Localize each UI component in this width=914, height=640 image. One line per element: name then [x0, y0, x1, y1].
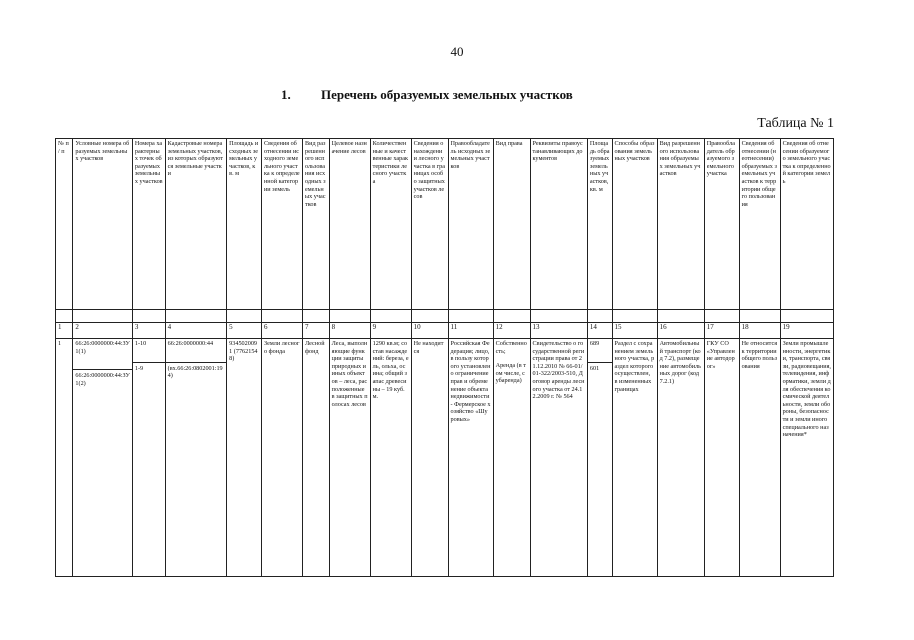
header-cell: Условные номера образуемых земельных участков	[73, 139, 132, 310]
table-caption: Таблица № 1	[757, 116, 834, 131]
cadastral-cell	[165, 339, 227, 577]
section-heading	[281, 87, 573, 103]
index-cell: 6	[262, 323, 303, 339]
right-type-1: Собственность;	[495, 340, 527, 355]
header-cell: Сведения о нахождении лесного участка в границах особо защитных участков лесов	[411, 139, 448, 310]
index-cell: 3	[132, 323, 165, 339]
index-cell: 14	[587, 323, 612, 339]
new-area-cell	[587, 339, 612, 577]
header-cell: Площадь образуемых земельных участков, кв. м	[587, 139, 612, 310]
new-area-1: 689	[589, 340, 600, 347]
documents-cell: Свидетельство о государственной регистрации права от 21.12.2010 № 66-01/01-322/2003-510, Договор аренды лесного участка от 24.12.2009 г. № 564	[530, 339, 587, 577]
header-cell: № п / п	[56, 139, 73, 310]
page-number: 40	[450, 44, 464, 59]
new-land-category-cell: Земли промышленности, энергетики, транспорта, связи, радиовещания, телевидения, информатики, земли для обеспечения космической деятельности, земли обороны, безопасности и земли иного специального назначения*	[780, 339, 833, 577]
header-row	[56, 139, 834, 310]
header-cell: Сведения об отнесении образуемого земельного участка к определенной категории земель	[780, 139, 833, 310]
index-cell: 2	[73, 323, 132, 339]
index-cell: 17	[704, 323, 739, 339]
index-cell: 16	[657, 323, 704, 339]
index-cell: 8	[329, 323, 370, 339]
index-cell: 5	[227, 323, 262, 339]
new-area-2: 601	[588, 362, 612, 373]
forest-purpose-cell: Леса, выполняющие функции защиты природных и иных объектов – леса, расположенные в защитных полосах лесов	[329, 339, 370, 577]
index-cell: 13	[530, 323, 587, 339]
new-owner-cell: ГКУ СО «Управление автодорог»	[704, 339, 739, 577]
header-cell: Номера характерных точек образуемых земельных участков	[132, 139, 165, 310]
owner-cell: Российская Федерация; лицо, в пользу которого установлено ограничение прав и обременение объекта недвижимости - Фермерское хозяйство «Шуровых»	[448, 339, 493, 577]
cadastral-number: 66:26:0000000:44	[167, 340, 214, 347]
header-cell: Вид права	[493, 139, 530, 310]
table-row	[56, 339, 834, 577]
header-cell: Целевое назначение лесов	[329, 139, 370, 310]
index-cell: 15	[612, 323, 657, 339]
header-cell: Вид разрешенного использования исходных земельных участков	[303, 139, 330, 310]
index-cell: 4	[165, 323, 227, 339]
cadastral-included: (вх.66:26:0802001:194)	[166, 362, 227, 380]
header-cell: Правообладатель исходных земельных участков	[448, 139, 493, 310]
points-1: 1-10	[134, 340, 147, 347]
header-cell: Правообладатель образуемого земельного участка	[704, 139, 739, 310]
header-cell: Количественные и качественные характеристики лесного участка	[370, 139, 411, 310]
permitted-use-cell: Лесной фонд	[303, 339, 330, 577]
header-cell: Способы образования земельных участков	[612, 139, 657, 310]
header-cell: Площадь исходных земельных участков, кв. м	[227, 139, 262, 310]
right-type-2: Аренда (в том числе, субаренда)	[495, 362, 526, 385]
formation-method-cell: Раздел с сохранением земельного участка, раздел которого осуществлен, в измененных границах	[612, 339, 657, 577]
index-cell: 18	[739, 323, 780, 339]
forest-characteristics-cell: 1290 кв.м; состав насаждений: береза, ель, ольха, осина; общий запас древесины – 19 куб.м.	[370, 339, 411, 577]
header-cell: Сведения об отнесении исходного земельного участка к определенной категории земель	[262, 139, 303, 310]
points-2: 1-9	[133, 362, 165, 373]
land-plots-table	[55, 138, 834, 577]
row-number-cell: 1	[56, 339, 73, 577]
index-cell: 11	[448, 323, 493, 339]
new-permitted-use-cell: Автомобильный транспорт (код 7.2), размещение автомобильных дорог (код 7.2.1)	[657, 339, 704, 577]
public-use-cell: Не относится к территории общего пользования	[739, 339, 780, 577]
section-number: 1.	[281, 87, 291, 102]
plot-number-1: 66:26:0000000:44:ЗУ1(1)	[75, 340, 130, 355]
header-cell: Сведения об отнесении (неотнесении) образуемых земельных участков к территории общего пользования	[739, 139, 780, 310]
land-category-cell: Земли лесного фонда	[262, 339, 303, 577]
points-cell	[132, 339, 165, 577]
index-cell: 19	[780, 323, 833, 339]
column-index-row	[56, 323, 834, 339]
plot-number-cell	[73, 339, 132, 577]
index-cell: 10	[411, 323, 448, 339]
plot-number-2: 66:26:0000000:44:ЗУ1(2)	[73, 369, 131, 387]
right-type-cell	[493, 339, 530, 577]
section-title: Перечень образуемых земельных участков	[321, 87, 573, 102]
spacer-row	[56, 310, 834, 323]
index-cell: 7	[303, 323, 330, 339]
protected-area-cell: Не находится	[411, 339, 448, 577]
index-cell: 1	[56, 323, 73, 339]
index-cell: 12	[493, 323, 530, 339]
header-cell: Вид разрешенного использования образуемых земельных участков	[657, 139, 704, 310]
area-cell: 9345020091 (77621548)	[227, 339, 262, 577]
header-cell: Реквизиты правоустанавливающих документов	[530, 139, 587, 310]
header-cell: Кадастровые номера земельных участков, из которых образуются земельные участки	[165, 139, 227, 310]
index-cell: 9	[370, 323, 411, 339]
